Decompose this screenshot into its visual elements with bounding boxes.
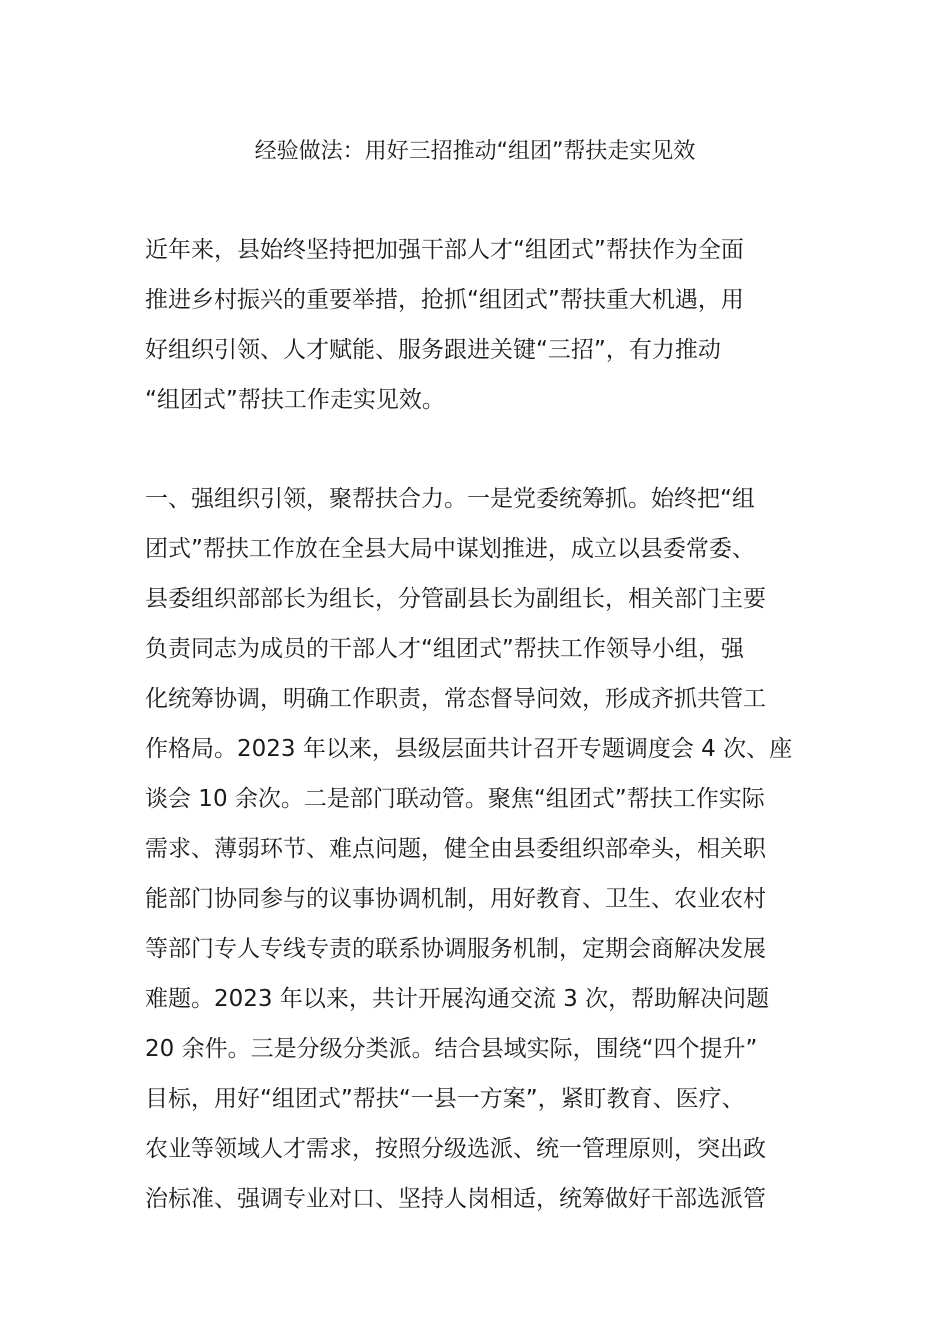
paragraph-line: 需求、薄弱环节、难点问题，健全由县委组织部牵头，相关职	[145, 836, 766, 862]
paragraph-line: “组团式”帮扶工作走实见效。	[145, 387, 445, 413]
paragraph-intro	[145, 225, 744, 425]
paragraph-line: 推进乡村振兴的重要举措，抢抓“组团式”帮扶重大机遇，用	[145, 287, 744, 313]
paragraph-line: 近年来，县始终坚持把加强干部人才“组团式”帮扶作为全面	[145, 237, 744, 263]
paragraph-line: 作格局。2023 年以来，县级层面共计召开专题调度会 4 次、座	[145, 736, 793, 762]
paragraph-line: 化统筹协调，明确工作职责，常态督导问效，形成齐抓共管工	[145, 686, 766, 712]
paragraph-line: 农业等领域人才需求，按照分级选派、统一管理原则，突出政	[145, 1136, 766, 1162]
paragraph-section-one	[145, 474, 792, 1224]
paragraph-line: 20 余件。三是分级分类派。结合县域实际，围绕“四个提升”	[145, 1036, 758, 1062]
paragraph-line: 目标，用好“组团式”帮扶“一县一方案”，紧盯教育、医疗、	[145, 1086, 745, 1112]
document-title: 经验做法：用好三招推动“组团”帮扶走实见效	[254, 139, 696, 164]
paragraph-line: 难题。2023 年以来，共计开展沟通交流 3 次，帮助解决问题	[145, 986, 770, 1012]
paragraph-line: 一、强组织引领，聚帮扶合力。一是党委统筹抓。始终把“组	[145, 486, 755, 512]
paragraph-line: 好组织引领、人才赋能、服务跟进关键“三招”，有力推动	[145, 337, 721, 363]
paragraph-line: 等部门专人专线专责的联系协调服务机制，定期会商解决发展	[145, 936, 766, 962]
paragraph-line: 负责同志为成员的干部人才“组团式”帮扶工作领导小组，强	[145, 636, 744, 662]
paragraph-line: 能部门协同参与的议事协调机制，用好教育、卫生、农业农村	[145, 886, 766, 912]
paragraph-line: 治标准、强调专业对口、坚持人岗相适，统筹做好干部选派管	[145, 1186, 766, 1212]
paragraph-line: 团式”帮扶工作放在全县大局中谋划推进，成立以县委常委、	[145, 536, 755, 562]
paragraph-line: 县委组织部部长为组长，分管副县长为副组长，相关部门主要	[145, 586, 766, 612]
paragraph-line: 谈会 10 余次。二是部门联动管。聚焦“组团式”帮扶工作实际	[145, 786, 765, 812]
